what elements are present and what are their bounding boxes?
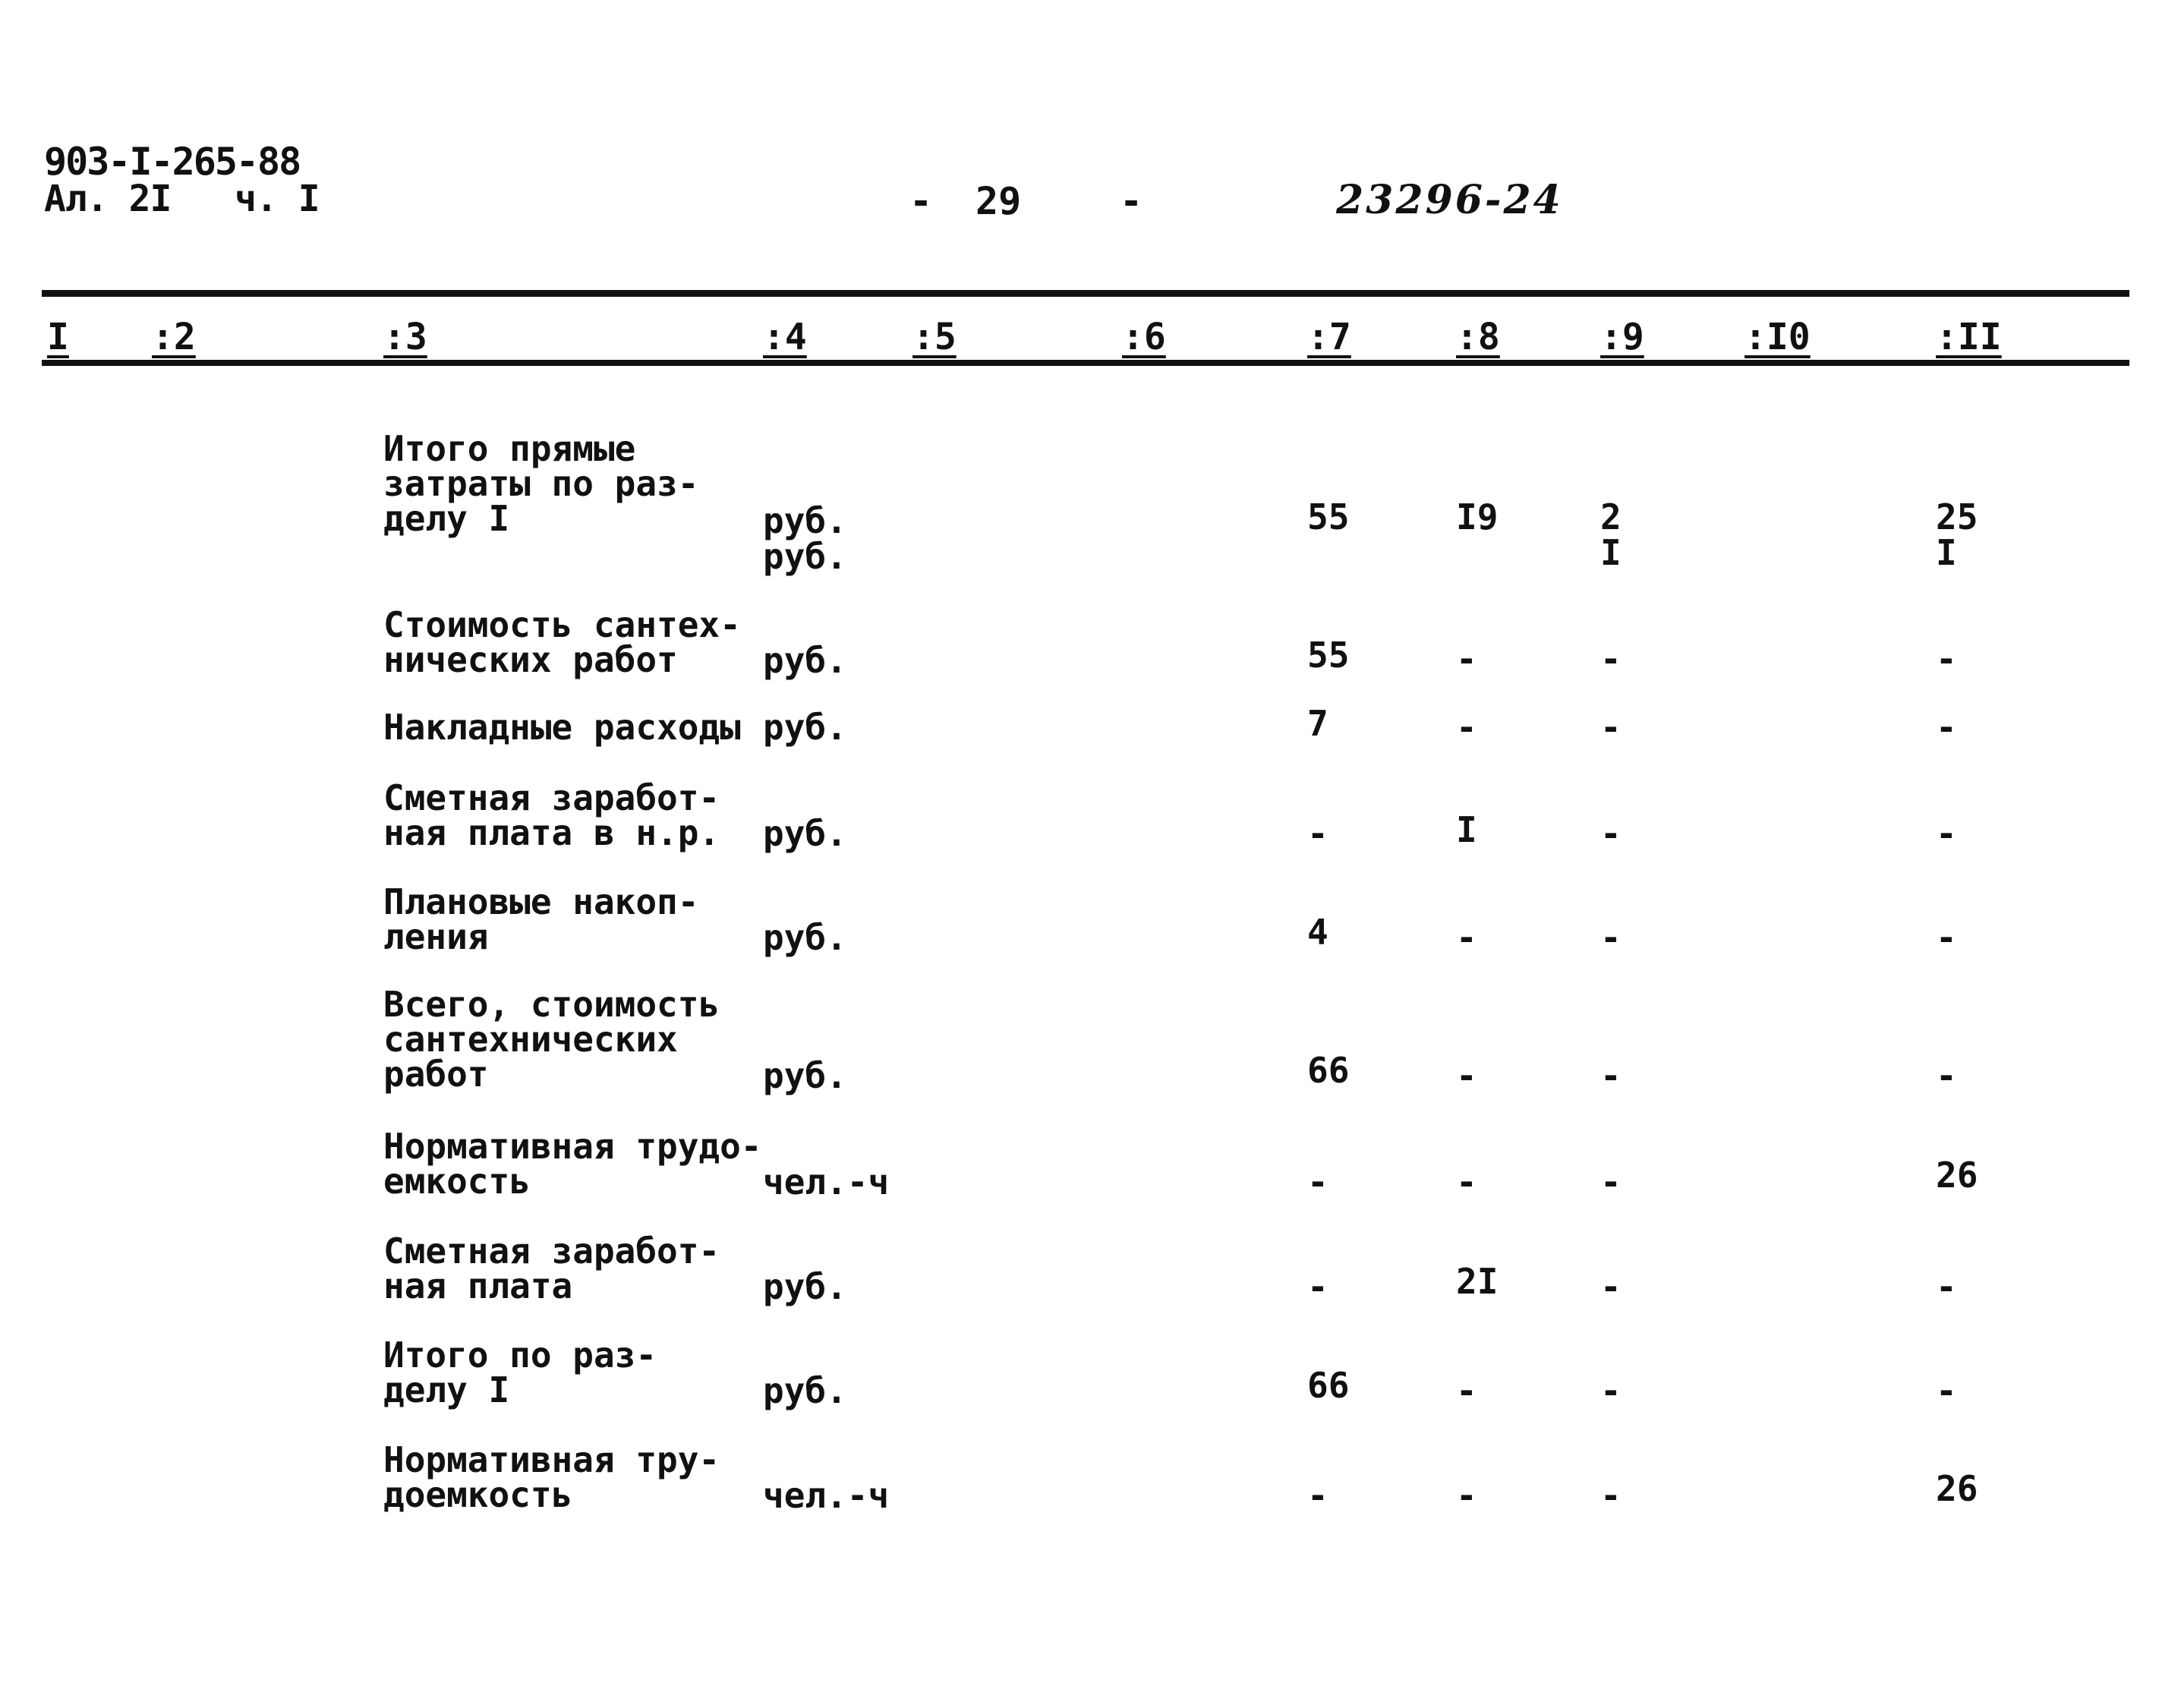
row-col8-value: 2I xyxy=(1456,1261,1499,1302)
row-col9-value: - xyxy=(1600,638,1622,679)
row-col7-value: - xyxy=(1307,1475,1328,1516)
row-col7-value: 7 xyxy=(1307,703,1328,744)
row-description: Итого по раз- делу I xyxy=(383,1335,657,1410)
row-col11-value: - xyxy=(1936,1370,1957,1411)
row-unit: руб. xyxy=(763,813,847,854)
row-description: Сметная заработ- ная плата в н.р. xyxy=(383,777,720,853)
column-header-9: :9 xyxy=(1600,316,1644,358)
table-header-rule xyxy=(42,360,2129,366)
row-col7-value: 66 xyxy=(1307,1365,1350,1406)
row-description: Итого прямые затраты по раз- делу I xyxy=(383,428,699,539)
row-unit: чел.-ч xyxy=(763,1161,890,1202)
row-col7-value: 55 xyxy=(1307,496,1350,537)
row-col11-value: 25 xyxy=(1936,496,1978,537)
row-col11-value: - xyxy=(1936,1266,1957,1307)
inventory-number: 23296-24 xyxy=(1336,177,1563,223)
row-col11-value: - xyxy=(1936,707,1957,748)
row-col7-value: 4 xyxy=(1307,912,1328,953)
row-col11-value: 26 xyxy=(1936,1155,1978,1196)
row-description: Нормативная трудо- емкость xyxy=(383,1126,762,1202)
row-col8-value: I xyxy=(1456,809,1477,850)
row-col9-value: - xyxy=(1600,917,1622,958)
row-col8-value: I9 xyxy=(1456,496,1499,537)
row-unit: руб. xyxy=(763,640,847,681)
row-col9-value: - xyxy=(1600,1055,1622,1096)
row-col8-value: - xyxy=(1456,917,1477,958)
row-col7-value: - xyxy=(1307,1266,1328,1307)
row-unit: руб. xyxy=(763,1055,847,1096)
column-header-4: :4 xyxy=(763,316,807,358)
row-col9-value: 2 xyxy=(1600,496,1622,537)
page-number: 29 xyxy=(975,179,1022,223)
page-dash-right: - xyxy=(1120,179,1143,223)
row-col8-value: - xyxy=(1456,1161,1477,1202)
row-description: Сметная заработ- ная плата xyxy=(383,1231,720,1306)
row-col7-value: 66 xyxy=(1307,1050,1350,1091)
row-unit: руб. xyxy=(763,1370,847,1411)
row-unit: руб. xyxy=(763,1266,847,1307)
row-col11-value: - xyxy=(1936,917,1957,958)
column-header-6: :6 xyxy=(1122,316,1166,358)
row-description: Нормативная тру- доемкость xyxy=(383,1439,720,1515)
row-col8-value: - xyxy=(1456,1055,1477,1096)
row-unit: руб. xyxy=(763,500,847,541)
column-header-11: :II xyxy=(1936,316,2002,358)
row-description: Стоимость сантех- нических работ xyxy=(383,604,741,680)
row-col9-value: - xyxy=(1600,1370,1622,1411)
sheet-label: Ал. 2I ч. I xyxy=(44,178,320,220)
document-code: 903-I-265-88 xyxy=(44,140,301,184)
row-col11-value: 26 xyxy=(1936,1468,1978,1509)
column-header-2: :2 xyxy=(152,316,196,358)
row-col8-value: - xyxy=(1456,638,1477,679)
row-col9-value: - xyxy=(1600,1266,1622,1307)
column-header-10: :I0 xyxy=(1745,316,1811,358)
row-description: Накладные расходы xyxy=(383,707,741,748)
row-unit-secondary: руб. xyxy=(763,536,847,577)
row-col7-value: - xyxy=(1307,1161,1328,1202)
column-header-1: I xyxy=(47,316,69,358)
table-top-rule xyxy=(42,290,2129,297)
row-col7-value: - xyxy=(1307,813,1328,854)
column-header-3: :3 xyxy=(383,316,427,358)
row-col11-value: - xyxy=(1936,1055,1957,1096)
row-col11-value-secondary: I xyxy=(1936,532,1957,573)
column-header-7: :7 xyxy=(1307,316,1351,358)
row-col9-value: - xyxy=(1600,1475,1622,1516)
row-col11-value: - xyxy=(1936,638,1957,679)
row-description: Всего, стоимость сантехнических работ xyxy=(383,984,720,1095)
row-col9-value: - xyxy=(1600,813,1622,854)
row-col9-value: - xyxy=(1600,1161,1622,1202)
row-col8-value: - xyxy=(1456,1475,1477,1516)
row-unit: руб. xyxy=(763,917,847,958)
page-dash-left: - xyxy=(909,179,933,223)
row-col8-value: - xyxy=(1456,1370,1477,1411)
column-header-8: :8 xyxy=(1456,316,1500,358)
row-unit: руб. xyxy=(763,707,847,748)
row-col9-value-secondary: I xyxy=(1600,532,1622,573)
row-unit: чел.-ч xyxy=(763,1475,890,1516)
row-description: Плановые накоп- ления xyxy=(383,881,699,957)
row-col9-value: - xyxy=(1600,707,1622,748)
row-col8-value: - xyxy=(1456,707,1477,748)
row-col7-value: 55 xyxy=(1307,635,1350,676)
column-header-5: :5 xyxy=(912,316,957,358)
row-col11-value: - xyxy=(1936,813,1957,854)
